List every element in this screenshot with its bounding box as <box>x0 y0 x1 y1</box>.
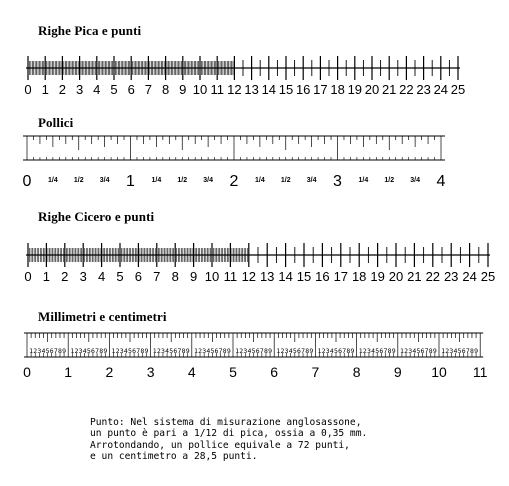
mm-digit-9: 9 <box>268 347 273 355</box>
tick-label-3: 3 <box>79 269 87 284</box>
mm-digit-1: 1 <box>358 347 363 355</box>
inch-label-2: 2 <box>229 173 239 190</box>
cm-label-4: 4 <box>187 364 196 380</box>
fraction-label-1/4: 1/4 <box>151 177 162 184</box>
mm-digit-3: 3 <box>243 347 248 355</box>
mm-digit-6: 6 <box>296 347 301 355</box>
tick-label-13: 13 <box>244 82 259 97</box>
mm-digit-7: 7 <box>95 347 100 355</box>
tick-label-17: 17 <box>333 269 349 284</box>
tick-label-25: 25 <box>450 82 466 97</box>
mm-digit-9: 9 <box>391 347 396 355</box>
fraction-label-3/4: 3/4 <box>410 177 420 184</box>
mm-digit-8: 8 <box>57 347 62 355</box>
cm-label-9: 9 <box>393 364 402 380</box>
ruler-pollici <box>0 128 509 198</box>
tick-label-8: 8 <box>161 82 170 97</box>
mm-digit-5: 5 <box>292 347 297 355</box>
fraction-label-1/4: 1/4 <box>358 177 369 184</box>
tick-label-16: 16 <box>315 269 330 284</box>
tick-label-23: 23 <box>416 82 431 97</box>
mm-digit-7: 7 <box>465 347 470 355</box>
tick-label-9: 9 <box>179 82 187 97</box>
mm-digit-5: 5 <box>128 347 132 355</box>
tick-label-10: 10 <box>204 269 220 284</box>
inch-label-4: 4 <box>436 173 446 190</box>
mm-digit-2: 2 <box>33 347 38 355</box>
note-line: un punto è pari a 1/12 di pica, ossia a 0,35 mm. <box>90 428 368 439</box>
mm-digit-2: 2 <box>404 347 409 355</box>
mm-digit-9: 9 <box>103 347 108 355</box>
tick-label-14: 14 <box>261 82 277 97</box>
mm-digit-2: 2 <box>280 347 285 355</box>
mm-digit-8: 8 <box>387 347 392 355</box>
mm-digit-3: 3 <box>408 347 413 355</box>
tick-label-19: 19 <box>370 269 385 284</box>
mm-digit-3: 3 <box>366 347 371 355</box>
ruler-cicero <box>0 225 509 295</box>
tick-label-1: 1 <box>42 269 51 284</box>
mm-digit-6: 6 <box>461 347 466 355</box>
tick-label-23: 23 <box>443 269 459 284</box>
mm-digit-4: 4 <box>371 347 376 355</box>
mm-digit-3: 3 <box>78 347 83 355</box>
mm-digit-9: 9 <box>432 347 437 355</box>
tick-label-10: 10 <box>192 82 208 97</box>
tick-label-5: 5 <box>116 269 124 284</box>
mm-digit-3: 3 <box>284 347 289 355</box>
tick-label-24: 24 <box>462 269 477 284</box>
mm-digit-9: 9 <box>62 347 67 355</box>
tick-label-12: 12 <box>227 82 242 97</box>
fraction-label-1/2: 1/2 <box>177 177 188 184</box>
tick-label-1: 1 <box>41 82 49 97</box>
inch-label-1: 1 <box>126 173 135 190</box>
tick-label-15: 15 <box>278 82 294 97</box>
tick-label-6: 6 <box>127 82 135 97</box>
heading-pollici: Pollici <box>38 115 74 130</box>
mm-digit-1: 1 <box>111 347 116 355</box>
mm-digit-4: 4 <box>329 347 334 355</box>
mm-digit-4: 4 <box>206 347 211 355</box>
tick-label-24: 24 <box>433 82 449 97</box>
cm-label-11: 11 <box>472 364 488 380</box>
cm-label-2: 2 <box>105 364 114 380</box>
tick-label-2: 2 <box>58 82 67 97</box>
mm-digit-1: 1 <box>276 347 281 355</box>
cm-label-8: 8 <box>352 364 361 380</box>
fraction-label-1/2: 1/2 <box>73 177 84 184</box>
mm-digit-8: 8 <box>181 347 186 355</box>
tick-label-6: 6 <box>134 269 143 284</box>
tick-label-11: 11 <box>210 82 224 97</box>
mm-digit-2: 2 <box>362 347 367 355</box>
mm-digit-4: 4 <box>123 347 128 355</box>
mm-digit-7: 7 <box>383 347 388 355</box>
mm-digit-7: 7 <box>259 347 264 355</box>
mm-digit-2: 2 <box>445 347 450 355</box>
mm-digit-8: 8 <box>305 347 310 355</box>
mm-digit-2: 2 <box>321 347 326 355</box>
tick-label-22: 22 <box>399 82 414 97</box>
tick-label-11: 11 <box>223 269 238 284</box>
mm-digit-1: 1 <box>70 347 75 355</box>
tick-label-4: 4 <box>97 269 106 284</box>
cm-label-7: 7 <box>311 364 320 380</box>
mm-digit-4: 4 <box>247 347 252 355</box>
mm-digit-5: 5 <box>210 347 215 355</box>
mm-digit-8: 8 <box>263 347 268 355</box>
tick-label-0: 0 <box>24 269 32 284</box>
tick-label-7: 7 <box>153 269 161 284</box>
fraction-label-3/4: 3/4 <box>203 177 213 184</box>
tick-label-15: 15 <box>296 269 312 284</box>
heading-mm: Millimetri e centimetri <box>38 309 167 324</box>
note-text <box>90 405 367 474</box>
cm-label-0: 0 <box>23 364 31 380</box>
note-line: Arrotondando, un pollice equivale a 72 punti, <box>90 439 350 451</box>
mm-digit-8: 8 <box>469 347 474 355</box>
mm-digit-7: 7 <box>301 347 306 355</box>
mm-digit-7: 7 <box>53 347 58 355</box>
cm-label-6: 6 <box>270 364 279 380</box>
tick-label-4: 4 <box>93 82 101 97</box>
mm-digit-6: 6 <box>214 347 219 355</box>
tick-label-18: 18 <box>330 82 345 97</box>
note-line: Punto: Nel sistema di misurazione anglosassone, <box>90 416 362 428</box>
mm-digit-5: 5 <box>334 347 338 355</box>
fraction-label-1/4: 1/4 <box>48 177 58 184</box>
ruler-pica <box>0 38 509 108</box>
tick-label-18: 18 <box>351 269 367 284</box>
mm-digit-2: 2 <box>115 347 120 355</box>
mm-digit-5: 5 <box>457 347 462 355</box>
mm-digit-9: 9 <box>226 347 231 355</box>
mm-digit-8: 8 <box>99 347 104 355</box>
fraction-label-1/4: 1/4 <box>255 177 265 184</box>
mm-digit-6: 6 <box>338 347 343 355</box>
tick-label-16: 16 <box>295 82 311 97</box>
mm-digit-4: 4 <box>288 347 293 355</box>
tick-label-20: 20 <box>388 269 404 284</box>
mm-digit-6: 6 <box>255 347 260 355</box>
mm-digit-7: 7 <box>342 347 347 355</box>
mm-digit-9: 9 <box>185 347 190 355</box>
mm-digit-6: 6 <box>49 347 54 355</box>
mm-digit-6: 6 <box>173 347 178 355</box>
tick-label-17: 17 <box>313 82 328 97</box>
fraction-label-1/2: 1/2 <box>384 177 395 184</box>
mm-digit-8: 8 <box>222 347 227 355</box>
mm-digit-1: 1 <box>399 347 404 355</box>
mm-digit-4: 4 <box>82 347 87 355</box>
mm-digit-7: 7 <box>218 347 223 355</box>
mm-digit-5: 5 <box>251 347 256 355</box>
mm-digit-5: 5 <box>416 347 421 355</box>
mm-digit-3: 3 <box>449 347 454 355</box>
tick-label-8: 8 <box>171 269 179 284</box>
tick-label-19: 19 <box>347 82 363 97</box>
fraction-label-1/2: 1/2 <box>280 177 291 184</box>
mm-digit-5: 5 <box>45 347 50 355</box>
tick-label-13: 13 <box>259 269 275 284</box>
mm-digit-2: 2 <box>156 347 161 355</box>
inch-label-0: 0 <box>22 173 32 190</box>
mm-digit-1: 1 <box>193 347 198 355</box>
tick-label-20: 20 <box>364 82 380 97</box>
mm-digit-3: 3 <box>325 347 330 355</box>
cm-label-5: 5 <box>229 364 237 380</box>
tick-label-0: 0 <box>24 82 32 97</box>
mm-digit-4: 4 <box>165 347 170 355</box>
mm-digit-1: 1 <box>441 347 446 355</box>
mm-digit-7: 7 <box>136 347 141 355</box>
tick-label-12: 12 <box>241 269 257 284</box>
mm-digit-8: 8 <box>140 347 145 355</box>
heading-cicero: Righe Cicero e punti <box>38 209 155 224</box>
mm-digit-3: 3 <box>119 347 124 355</box>
mm-digit-8: 8 <box>346 347 351 355</box>
mm-digit-5: 5 <box>86 347 91 355</box>
mm-digit-4: 4 <box>41 347 46 355</box>
mm-digit-5: 5 <box>169 347 174 355</box>
fraction-label-3/4: 3/4 <box>306 177 317 184</box>
mm-digit-7: 7 <box>424 347 429 355</box>
cm-label-3: 3 <box>146 364 155 380</box>
tick-label-7: 7 <box>144 82 153 97</box>
mm-digit-5: 5 <box>375 347 380 355</box>
tick-label-3: 3 <box>75 82 84 97</box>
mm-digit-1: 1 <box>152 347 157 355</box>
mm-digit-2: 2 <box>198 347 203 355</box>
mm-digit-8: 8 <box>428 347 433 355</box>
tick-label-25: 25 <box>480 269 496 284</box>
tick-label-14: 14 <box>278 269 293 284</box>
mm-digit-2: 2 <box>239 347 244 355</box>
mm-digit-3: 3 <box>160 347 165 355</box>
inch-label-3: 3 <box>333 173 342 190</box>
mm-digit-6: 6 <box>132 347 137 355</box>
mm-digit-9: 9 <box>474 347 479 355</box>
tick-label-9: 9 <box>189 269 198 284</box>
cm-label-10: 10 <box>431 364 447 380</box>
mm-digit-3: 3 <box>202 347 207 355</box>
mm-digit-2: 2 <box>74 347 79 355</box>
tick-label-2: 2 <box>61 269 69 284</box>
ruler-mm <box>0 323 509 393</box>
mm-digit-1: 1 <box>29 347 34 355</box>
mm-digit-6: 6 <box>379 347 384 355</box>
mm-digit-9: 9 <box>144 347 149 355</box>
note-line: e un centimetro a 28,5 punti. <box>90 451 258 462</box>
fraction-label-3/4: 3/4 <box>99 177 110 184</box>
mm-digit-6: 6 <box>90 347 95 355</box>
mm-digit-4: 4 <box>453 347 458 355</box>
mm-digit-3: 3 <box>37 347 42 355</box>
cm-label-1: 1 <box>64 364 73 380</box>
mm-digit-1: 1 <box>317 347 322 355</box>
heading-pica: Righe Pica e punti <box>38 23 142 38</box>
mm-digit-1: 1 <box>235 347 240 355</box>
mm-digit-4: 4 <box>412 347 417 355</box>
mm-digit-9: 9 <box>350 347 355 355</box>
tick-label-22: 22 <box>425 269 441 284</box>
tick-label-21: 21 <box>381 82 397 97</box>
tick-label-5: 5 <box>110 82 118 97</box>
tick-label-21: 21 <box>407 269 422 284</box>
mm-digit-7: 7 <box>177 347 182 355</box>
mm-digit-6: 6 <box>420 347 425 355</box>
mm-digit-9: 9 <box>309 347 314 355</box>
